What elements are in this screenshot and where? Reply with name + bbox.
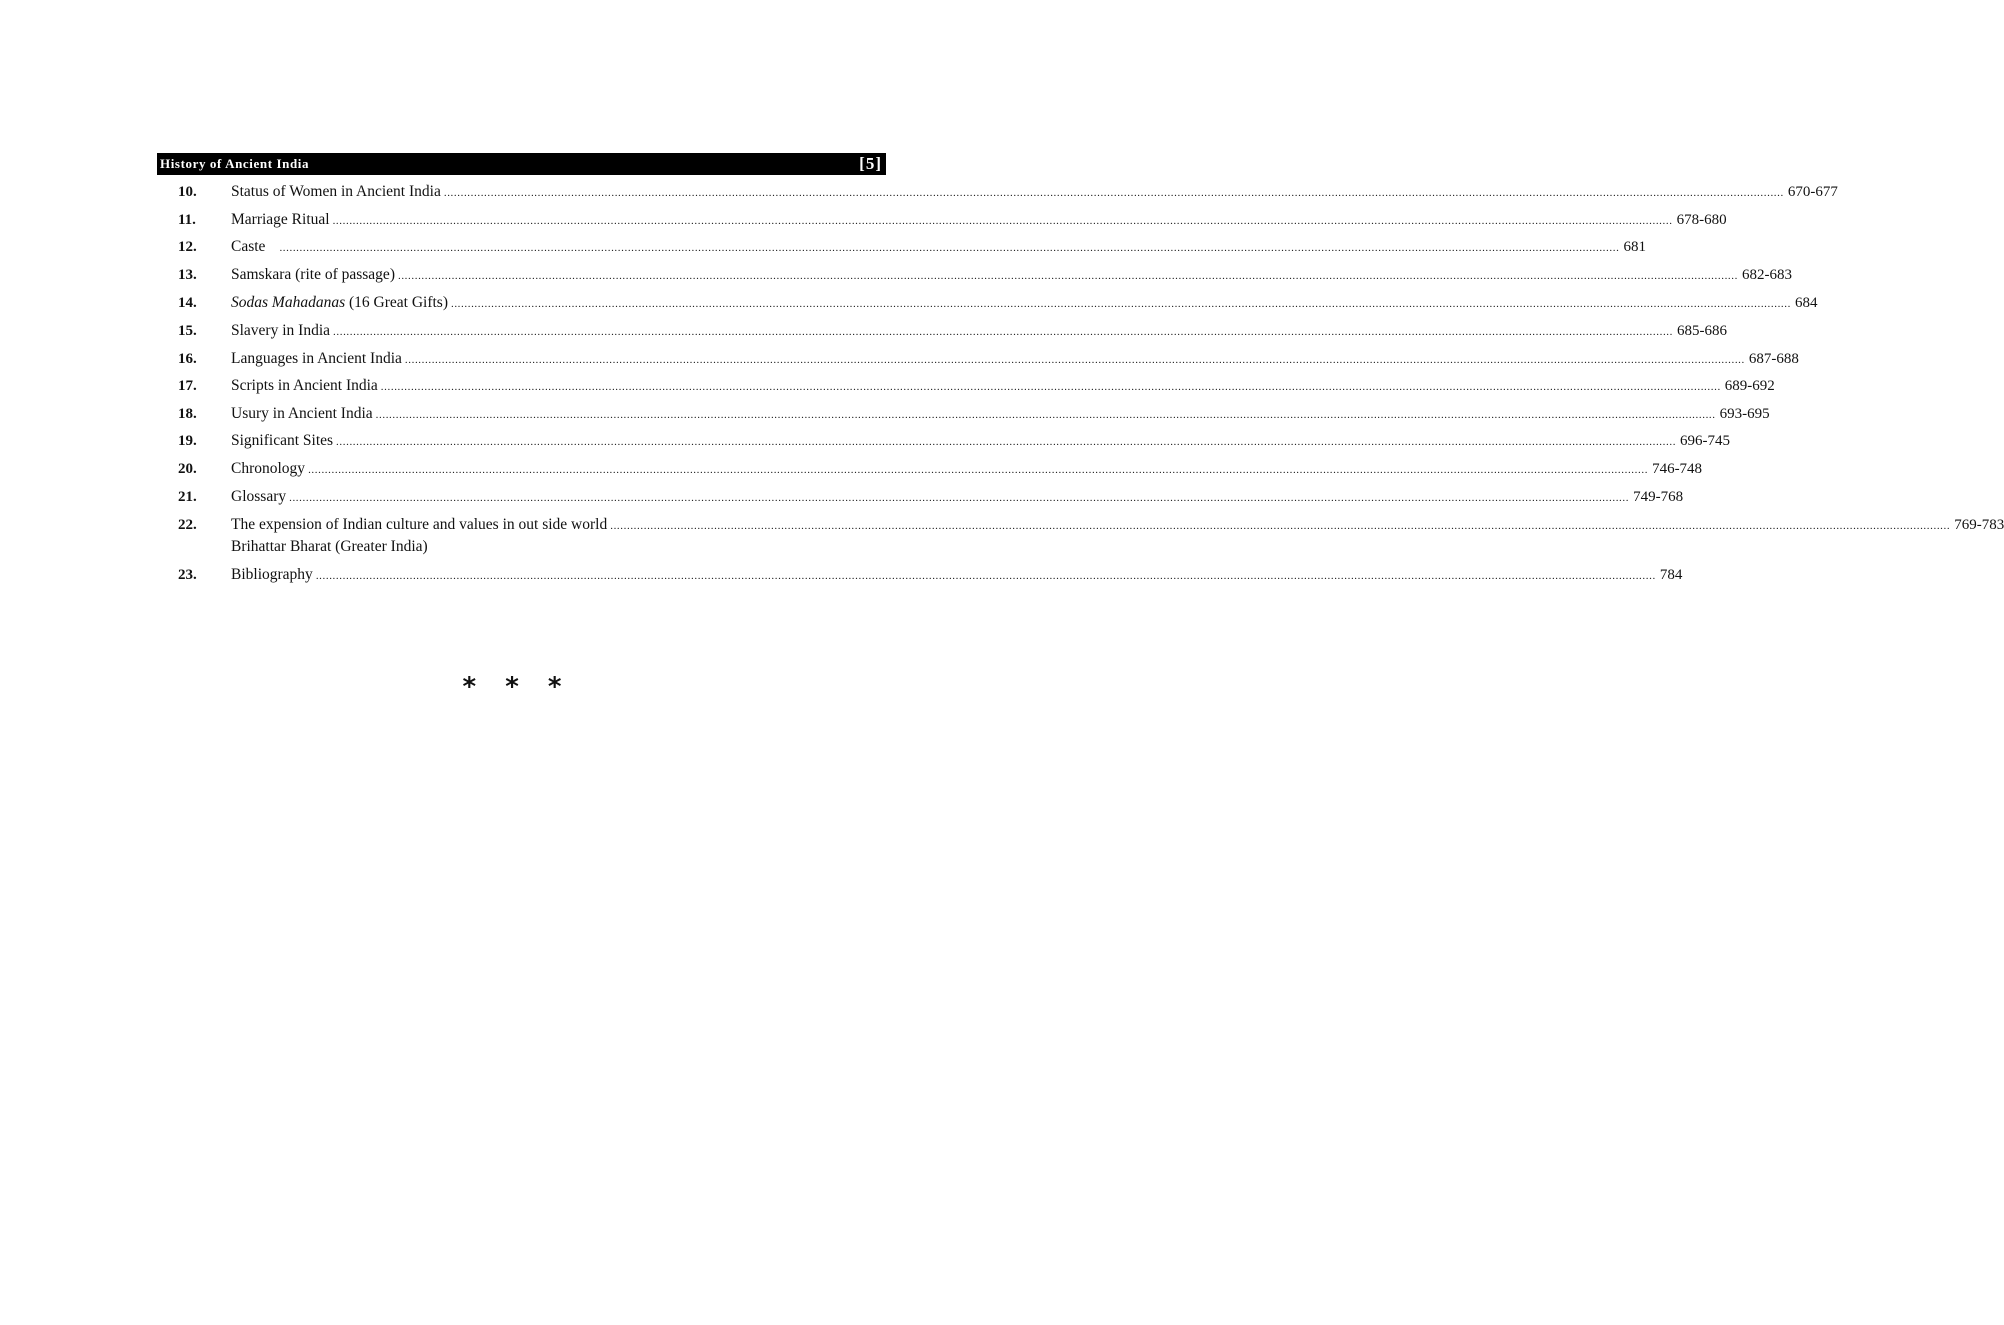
toc-entry-pages: 746-748 [1652, 461, 1703, 477]
toc-entry-number: 18. [178, 406, 197, 422]
toc-entry [0, 348, 1799, 370]
dot-leader: ................................................................................................................................................................................................................................................................................................................................................................................................................ [380, 381, 1721, 393]
toc-entry-pages: 670-677 [1787, 184, 1838, 200]
toc-entry-pages: 749-768 [1633, 489, 1684, 505]
toc-entry-title: Bibliography [231, 566, 313, 583]
toc-entry-title: The expension of Indian culture and values in out side world [231, 516, 608, 533]
toc-entry-title: Languages in Ancient India [231, 350, 402, 367]
toc-entry [0, 264, 1792, 286]
dot-leader: ................................................................................................................................................................................................................................................................................................................................................................................................................ [404, 354, 1745, 366]
toc-entry-pages: 687-688 [1748, 351, 1799, 367]
toc-entry-title: Scripts in Ancient India [231, 377, 378, 394]
toc-entry-number: 12. [178, 239, 197, 255]
dot-leader: ................................................................................................................................................................................................................................................................................................................................................................................................................ [610, 520, 1951, 532]
toc-entry [0, 458, 1703, 480]
toc-entry-title-italic: Sodas Mahadanas [231, 294, 346, 311]
toc-entry [0, 236, 1646, 258]
toc-entry-number: 21. [178, 489, 197, 505]
toc-entry-pages: 689-692 [1724, 378, 1775, 394]
dot-leader: ................................................................................................................................................................................................................................................................................................................................................................................................................ [289, 492, 1630, 504]
toc-entry [0, 181, 1838, 203]
toc-entry [0, 486, 1684, 508]
toc-entry-pages: 682-683 [1741, 267, 1792, 283]
section-end-asterisks: * * * [462, 672, 572, 702]
table-of-contents [0, 0, 2004, 600]
toc-entry-number: 11. [178, 212, 196, 228]
dot-leader: ................................................................................................................................................................................................................................................................................................................................................................................................................ [333, 326, 1674, 338]
toc-entry-number: 22. [178, 517, 197, 533]
toc-entry [0, 209, 1727, 231]
toc-entry-pages: 784 [1659, 567, 1683, 583]
toc-entry-title: Status of Women in Ancient India [231, 183, 441, 200]
toc-entry [0, 403, 1770, 425]
toc-entry [0, 375, 1775, 397]
dot-leader: ................................................................................................................................................................................................................................................................................................................................................................................................................ [332, 215, 1673, 227]
toc-entry-pages: 685-686 [1677, 323, 1728, 339]
toc-entry [0, 320, 1728, 342]
dot-leader: ................................................................................................................................................................................................................................................................................................................................................................................................................ [443, 187, 1784, 199]
toc-entry-number: 13. [178, 267, 197, 283]
toc-entry-title: Glossary [231, 488, 287, 505]
toc-entry-title: Samskara (rite of passage) [231, 266, 395, 283]
dot-leader: ................................................................................................................................................................................................................................................................................................................................................................................................................ [315, 570, 1656, 582]
toc-entry-title: Usury in Ancient India [231, 405, 373, 422]
toc-entry-number: 15. [178, 323, 197, 339]
header-page-number: [5] [859, 154, 882, 173]
toc-entry-number: 10. [178, 184, 197, 200]
toc-entry-title: Caste [231, 238, 266, 255]
toc-entry-number: 14. [178, 295, 197, 311]
dot-leader: ................................................................................................................................................................................................................................................................................................................................................................................................................ [279, 242, 1620, 254]
header-title: History of Ancient India [160, 156, 310, 171]
toc-entry-number: 16. [178, 351, 197, 367]
dot-leader: ................................................................................................................................................................................................................................................................................................................................................................................................................ [336, 436, 1677, 448]
dot-leader: ................................................................................................................................................................................................................................................................................................................................................................................................................ [308, 464, 1649, 476]
toc-entry-pages: 678-680 [1676, 212, 1727, 228]
toc-entry-pages: 693-695 [1719, 406, 1770, 422]
toc-entry [0, 564, 1683, 586]
dot-leader: ................................................................................................................................................................................................................................................................................................................................................................................................................ [450, 298, 1791, 310]
toc-entry-title: Chronology [231, 460, 306, 477]
toc-entry-title: Significant Sites [231, 432, 334, 449]
toc-entry-number: 19. [178, 433, 197, 449]
toc-entry-subtitle: Brihattar Bharat (Greater India) [231, 538, 428, 555]
toc-entry [0, 514, 2004, 558]
toc-entry-pages: 696-745 [1680, 433, 1731, 449]
toc-entry-number: 17. [178, 378, 197, 394]
toc-entry-number: 23. [178, 567, 197, 583]
toc-entry-title: Slavery in India [231, 322, 331, 339]
toc-entry [0, 430, 1731, 452]
toc-entry-number: 20. [178, 461, 197, 477]
toc-entry-pages: 684 [1794, 295, 1818, 311]
dot-leader: ................................................................................................................................................................................................................................................................................................................................................................................................................ [375, 409, 1716, 421]
toc-entry-pages: 769-783 [1954, 517, 2004, 533]
dot-leader: ................................................................................................................................................................................................................................................................................................................................................................................................................ [397, 270, 1738, 282]
toc-entry-title-rest: (16 Great Gifts) [345, 294, 448, 311]
toc-entry-title: Marriage Ritual [231, 211, 330, 228]
toc-entry [0, 292, 1818, 314]
toc-entry-pages: 681 [1623, 239, 1646, 255]
